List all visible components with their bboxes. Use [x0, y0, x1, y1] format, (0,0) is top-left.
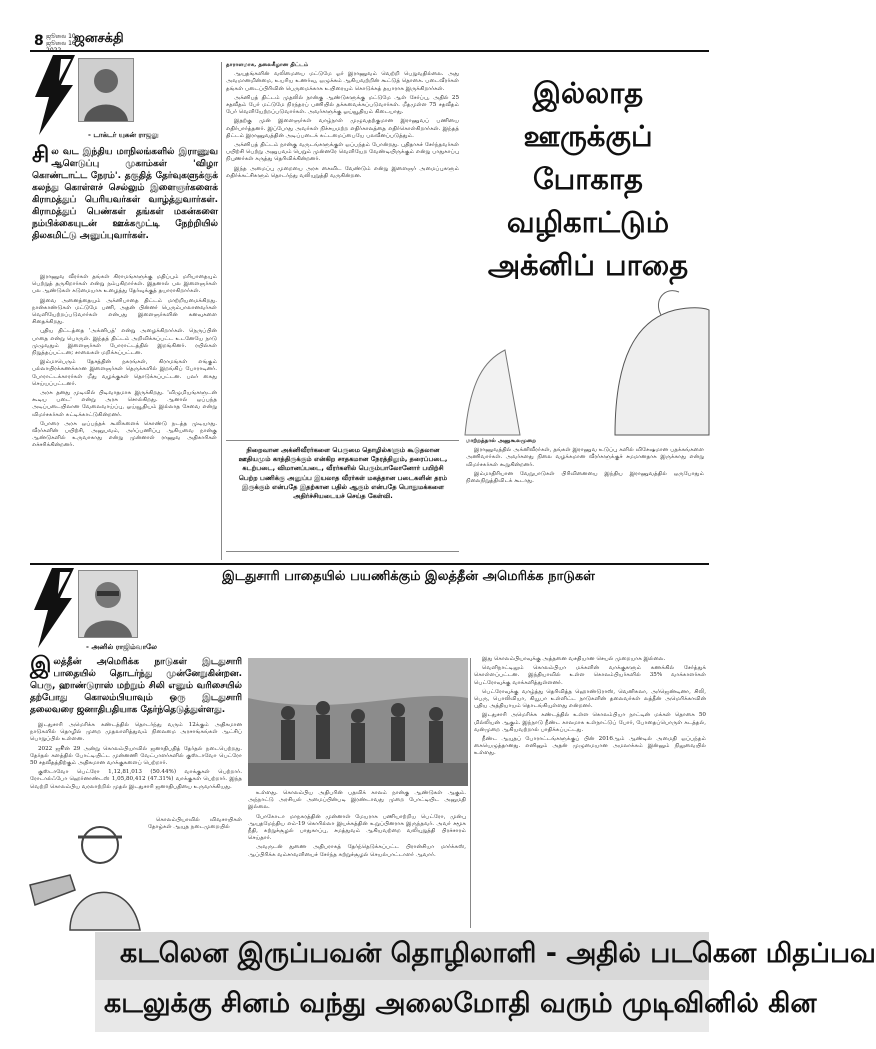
article2-column-1: இடதுசாரி அமெரிக்க கண்டத்தில் தொடர்ந்து வரும் 12க்கும் அதிகமான நாடுகளில் தொழில் முறை முதலாளித்துவம் நிலைமை அரசாங்கங்கள் ஆட்சிப் பொறுப்பில் உள்ளன. 2022 ஜூன் 29 அன்று கொலம்பியாவில் ஜனாதிபதித் தேர்தல் நடைபெற்றது. தேர்தல் களத்தில் போட்டியிட்ட முன்னணி வேட்பாளர்களில் குஸ்டாவோ பெட்ரோ 50 சதவீதத்திற்கும் அதிகமான வாக்குகளைப் பெற்றார். குஸ்டாவோ பெட்ரோ 1,12,81,013 (50.44%) வாக்குகள் பெற்றார். ரோடால்ஃபோ ஹெர்னாண்டஸ் 1,05,80,412 (47.31%) வாக்குகள் பெற்றார். இந்த வெற்றி கொலம்பிய வரலாற்றில் முதல் இடதுசாரி ஜனாதிபதியை உருவாக்கியது. — [30, 722, 242, 790]
pull-quote: நிறைவான அக்னிவீரர்களை பெருமை தொழில்களும் கூடுதலான ஊதியமும் காத்திருக்கும் என்கிற சாதகமான நேரத்திலும், தரைப்படை, கடற்படை, விமானப்படை, வீரர்களில் பெரும்பாலோனோர் பயிற்சி பெற்ற பணிக்கு அனுப்ப இயலாத வீரர்கள் மகத்தான படைகளின் தரம் இருக்கும் என்பதே இதற்கான பதில் ஆகும் என்பதே பொதுமக்களை அதிர்ச்சியடையச் செய்த கேள்வி. — [238, 446, 448, 501]
column-divider-2 — [470, 658, 471, 928]
article2-caption: கொலம்பியாவில் விவசாயிகள் தோழ்கள் ஆயுத நடைமுறையில் — [148, 817, 242, 831]
worker-illustration — [30, 815, 145, 930]
column-divider — [221, 62, 222, 560]
lightning-icon — [31, 55, 77, 135]
soldiers-photo — [248, 658, 468, 786]
article1-column-2: தாராளமாக, தலைகீழான திட்டம் ஆயுதங்களின் வலிமையை மட்டுமே ஓர் இராணுவம் வெற்றி பெறுவதில்லை. அது அவமானமின்மை, உயரிய உணர்வு, ஒழுக்கம் ஆகியவற்றின் கூட்டுத் தொகை. படைவீரர்கள் தங்கள் படைப்பிரிவின் பெருமைக்காக உயிரையும் கொடுக்கத் தயாராக இருக்கிறார்கள். அக்னிபத் திட்டம் முதலில் நான்கு ஆண்டுகளுக்கு மட்டுமே ஆள் சேர்ப்பு, அதில் 25 சதவீதம் பேர் மட்டுமே நிரந்தரப் பணியில் தக்கவைக்கப்படுவார்கள். மீதமுள்ள 75 சதவீதம் பேர் வெளியேற்றப்படுவார்கள். அவர்களுக்கு ஓய்வூதியம் கிடையாது. இதற்கு முன் இளைஞர்கள் வாழ்நாள் முழுவதற்குமான இராணுவப் பணியை எதிர்பார்த்தனர். இப்போது அவர்கள் நிச்சயமற்ற எதிர்காலத்தை எதிர்கொள்கிறார்கள். இந்தத் திட்டம் இராணுவத்தின் அடிப்படைக் கட்டமைப்பையே பலவீனப்படுத்தும். அக்னிபத் திட்டம் நான்கு வருடங்களுக்குள் ஒப்பந்தம் போன்றது. புதிதாகச் சேர்ந்தவர்கள் பயிற்சி பெற்று அனுபவம் பெறும் முன்னரே வெளியேற வேண்டியிருக்கும் என்று பாதுகாப்பு நிபுணர்கள் கருத்து தெரிவிக்கின்றனர். இந்த அமைப்பு முறையை அரசு கைவிட வேண்டும் என்று இளைஞர் அமைப்புகளும் எதிர்க்கட்சிகளும் தொடர்ந்து வலியுறுத்தி வருகின்றன. — [226, 62, 459, 179]
drop-cap-2: இ — [30, 653, 52, 678]
header-rule — [30, 50, 709, 52]
newspaper-name: ஜனசக்தி — [74, 31, 124, 46]
article1-headline: இல்லாத ஊருக்குப் போகாத வழிகாட்டும் அக்னிப் பாதை — [487, 76, 689, 282]
lightning-icon-2 — [30, 568, 76, 648]
slogan-line-2: கடலுக்கு சினம் வந்து அலைமோதி வரும் முடிவினில் கின — [104, 988, 817, 1019]
quote-rule-top — [226, 440, 459, 441]
article1-column-1: இராணுவ வீரர்கள் தங்கள் கிராமங்களுக்கு மதிப்பும் மரியாதையும் பெற்றுத் தருகிறார்கள் என்று நம்புகிறார்கள். இதனால் பல இளைஞர்கள் பல ஆண்டுகள் கடுமையாக உழைத்து தேர்வுக்குத் தயாராகிறார்கள். இவை அனைத்தையும் அக்னிபாதை திட்டம் மாற்றியமைக்கிறது. நான்காண்டுகள் மட்டுமே பணி, அதன் பின்னர் பெரும்பாலானவர்கள் வெளியேற்றப்படுவார்கள் என்பது இளைஞர்களின் கனவுகளை சிதைக்கிறது. புதிய திட்டத்தை 'அக்னிபத்' என்று அழைக்கிறார்கள். நெருப்பின் பாதை என்று பொருள். இந்தத் திட்டம் அறிவிக்கப்பட்ட உடனேயே நாடு முழுவதும் இளைஞர்கள் போராட்டத்தில் இறங்கினர். ரயில்கள் நிறுத்தப்பட்டன; சாலைகள் மறிக்கப்பட்டன. இம்மாபெரும் தேசத்தின் நகரங்கள், கிராமங்கள் எங்கும் பல்லாயிரக்கணக்கான இளைஞர்கள் தெருக்களில் இறங்கிப் போராடினர். போராட்டக்காரர்கள் மீது வழக்குகள் தொடுக்கப்பட்டன. பலர் கைது செய்யப்பட்டனர். அரசு தனது முடிவில் பிடிவாதமாக இருக்கிறது. 'விழுமியங்களுடன் கூடிய படை' என்று அரசு சொல்கிறது. ஆனால் ஒப்பந்த அடிப்படையிலான வேலைவாய்ப்பு, ஓய்வூதியம் இல்லாத சேவை என்று விமர்சகர்கள் சுட்டிக்காட்டுகின்றனர். போரை அரசு ஒப்பந்தக் கூலிகளைக் கொண்டு நடத்த முடியாது. வீரர்களின் பயிற்சி, அனுபவம், அர்ப்பணிப்பு ஆகியவை நான்கு ஆண்டுகளில் உருவாகாது என்று முன்னாள் ராணுவ அதிகாரிகள் எச்சரிக்கின்றனர். — [32, 274, 217, 449]
article2-author: - அனில் ராஜிம்வாலே — [86, 643, 157, 651]
article1-author: - டாக்டர் யுகன் ராஜலு — [88, 131, 159, 139]
article2-lead: இலத்தீன் அமெரிக்க நாடுகள் இடதுசாரி பாதையில் தொடர்ந்து முன்னேறுகின்றன. பெரு, ஹாண்டுராஸ் மற்றும் சிலி எனும் வரிசையில் தற்போது கொலம்பியாவும் ஒரு இடதுசாரி தலைவரை ஜனாதிபதியாக தேர்ந்தெடுத்துள்ளது. — [30, 653, 242, 715]
quote-rule-bottom — [226, 551, 459, 552]
issue-date: ஜூலை 10 - ஜூலை 16 — [46, 33, 80, 47]
author-photo — [78, 58, 134, 122]
page-number: 8 — [34, 33, 44, 49]
article1-column-3: மாற்றத்தால் அனுகூலமுறை இராணுவத்தில் அக்னிவீரர்கள், தங்கள் இராணுவ உடுப்பு களில் விசேஷமான பதக்கங்களை அணிவார்கள். அவர்களது நிலை வழக்கமான வீரர்களுக்குச் சமமானதாக இருக்காது என்று விமர்சகர்கள் கூறுகின்றனர். இம்மாதிரியான வேறுபாடுகள் பிரிவினையை இந்திய இராணுவத்தில் ஒருபோதும் நிலைநிறுத்திவிடக் கூடாது. — [466, 438, 704, 485]
article2-headline: இடதுசாரி பாதையில் பயணிக்கும் இலத்தீன் அமெரிக்க நாடுகள் — [222, 569, 595, 584]
drop-cap: சி — [32, 143, 50, 168]
article2-column-2: உள்ளது. கொலம்பிய அதிபரின் பதவிக் காலம் நான்கு ஆண்டுகள் ஆகும். அந்நாட்டு அரசியல் அமைப்பின்படி இரண்டாவது முறை போட்டியிட அனுமதி இல்லை. போகோடா மாநகரத்தின் முன்னாள் மேயராக பணியாற்றிய பெட்ரோ, முன்பு ஆயுதமேந்திய எம்-19 கொரில்லா இயக்கத்தின் உறுப்பினராக இருந்தவர். அவர் சமூக நீதி, சுற்றுச்சூழல் பாதுகாப்பு, சமத்துவம் ஆகியவற்றை வலியுறுத்தி பிரச்சாரம் செய்தார். அவருடன் துணை அதிபராகத் தேர்ந்தெடுக்கப்பட்ட பிரான்சியா மார்க்கஸ், ஆப்பிரிக்க வம்சாவளியைச் சேர்ந்த சுற்றுச்சூழல் செயல்பாட்டாளர் ஆவார். — [248, 790, 466, 858]
slogan-line-1: கடலென இருப்பவன் தொழிலாளி - அதில் படகென மிதப்பவ — [120, 938, 876, 969]
article1-lead: சில வட இந்திய மாநிலங்களில் இராணுவ ஆளெடுப்பு முகாம்கள் 'விழா கொண்டாட்ட நேரம்'. தகுதித் தேர்வுகளுக்குக் கலந்து கொள்ளச் செல்லும் இளைஞர்களைக் கிராமத்துப் பெரியவர்கள் வாழ்த்துவார்கள். கிராமத்துப் பெண்கள் தங்கள் மகன்களை நம்பிக்கையுடன் ஊக்கமூட்டி நேற்றியில் திலகமிட்டு அனுப்புவார்கள். — [32, 143, 218, 241]
article2-column-3: இது கொலம்பியாவுக்கு அத்தனை வசதியான செயல் முறையாக இல்லை. வெளிநாட்டிலும் கொலம்பியா மக்களின் வாக்குகளும் கணக்கில் சேர்த்துக் கொள்ளப்பட்டன. இந்தியாவில் உள்ள கொலம்பியர்களில் 35% வாக்காளர்கள் பெட்ரோவுக்கு வாக்களித்துள்ளனர். பெட்ரோவுக்கு வாழ்த்து தெரிவித்த ஹொண்டுராஸ், வெனிசுலா, அர்ஜெண்டினா, சிலி, பெரு, பொலிவியா, கியூபா உள்ளிட்ட நாடுகளின் தலைவர்கள் லத்தீன் அமெரிக்காவின் புதிய அத்தியாயம் தொடங்கியுள்ளது என்றனர். இடதுசாரி அமெரிக்க கண்டத்தில் உள்ள கொலம்பியா நாட்டின் மக்கள் தொகை 50 மில்லியன் ஆகும். இந்நாடு நீண்ட காலமாக உள்நாட்டுப் போர், போதைப்பொருள் கடத்தல், வன்முறை ஆகியவற்றால் பாதிக்கப்பட்டது. நீண்ட ஆயுதப் போராட்டங்களுக்குப் பின் 2016ஆம் ஆண்டில் அமைதி ஒப்பந்தம் கையெழுத்தானது. எனினும் அதன் முழுமையான அமலாக்கம் இன்னும் நிலுவையில் உள்ளது. — [474, 656, 706, 757]
